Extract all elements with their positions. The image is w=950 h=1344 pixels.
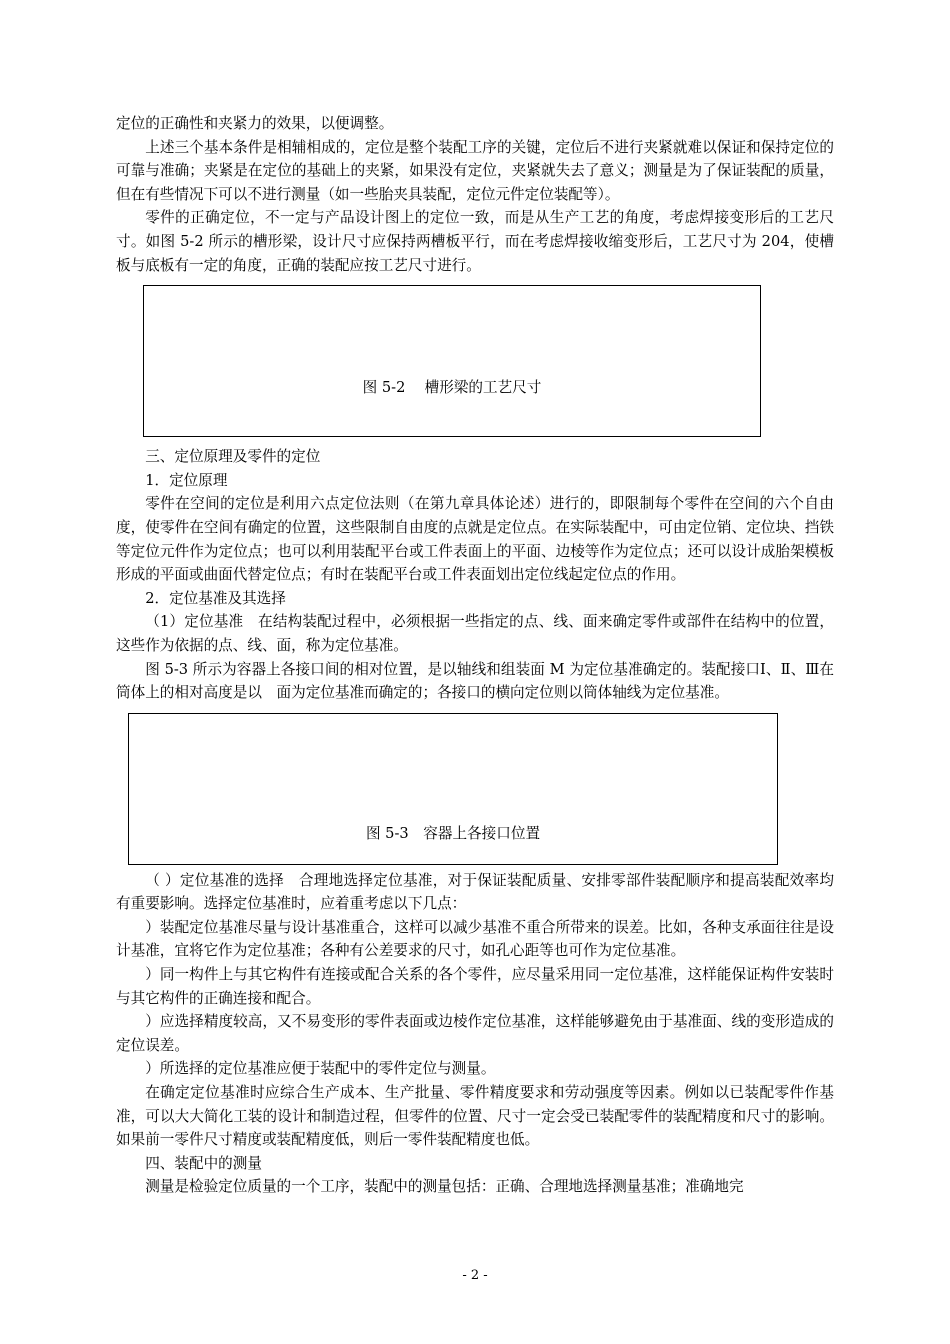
- paragraph: 在确定定位基准时应综合生产成本、生产批量、零件精度要求和劳动强度等因素。例如以已装配零件作基准，可以大大简化工装的设计和制造过程，但零件的位置、尺寸一定会受已装配零件的装配精度和尺寸的影响。如果前一零件尺寸精度或装配精度低，则后一零件装配精度也低。: [116, 1084, 834, 1149]
- document-body: [116, 112, 834, 1199]
- figure-caption: 图 5-3 容器上各接口位置: [365, 824, 541, 842]
- paragraph: （1）定位基准 在结构装配过程中，必须根据一些指定的点、线、面来确定零件或部件在结构中的位置，这些作为依据的点、线、面，称为定位基准。: [116, 613, 834, 654]
- paragraph: 零件在空间的定位是利用六点定位法则（在第九章具体论述）进行的，即限制每个零件在空间的六个自由度，使零件在空间有确定的位置，这些限制自由度的点就是定位点。在实际装配中，可由定位销、定位块、挡铁等定位元件作为定位点；也可以利用装配平台或工件表面上的平面、边棱等作为定位点；还可以设计成胎架模板形成的平面或曲面代替定位点；有时在装配平台或工件表面划出定位线起定位点的作用。: [116, 495, 834, 584]
- paragraph: ）装配定位基准尽量与设计基准重合，这样可以减少基准不重合所带来的误差。比如，各种支承面往往是设计基准，宜将它作为定位基准；各种有公差要求的尺寸，如孔心距等也可作为定位基准。: [116, 918, 834, 960]
- subsection-heading: 1．定位原理: [145, 471, 228, 489]
- figure-5-2: [143, 285, 761, 437]
- paragraph: 图 5-3 所示为容器上各接口间的相对位置，是以轴线和组装面 M 为定位基准确定的。装配接口Ⅰ、Ⅱ、Ⅲ在筒体上的相对高度是以 面为定位基准而确定的；各接口的横向定位则以筒体轴线为定位基准。: [116, 660, 834, 702]
- paragraph: （ ）定位基准的选择 合理地选择定位基准，对于保证装配质量、安排零部件装配顺序和提高装配效率均有重要影响。选择定位基准时，应着重考虑以下几点：: [116, 871, 834, 913]
- figure-5-3: [128, 713, 778, 865]
- figure-caption: 图 5-2 槽形梁的工艺尺寸: [362, 379, 542, 397]
- paragraph: ）应选择精度较高，又不易变形的零件表面或边棱作定位基准，这样能够避免由于基准面、线的变形造成的定位误差。: [116, 1013, 834, 1054]
- paragraph: 上述三个基本条件是相辅相成的，定位是整个装配工序的关键，定位后不进行夹紧就难以保证和保持定位的可靠与准确；夹紧是在定位的基础上的夹紧，如果没有定位，夹紧就失去了意义；测量是为了保证装配的质量，但在有些情况下可以不进行测量（如一些胎夹具装配，定位元件定位装配等）。: [116, 138, 834, 203]
- subsection-heading: 2．定位基准及其选择: [145, 589, 286, 607]
- paragraph: 测量是检验定位质量的一个工序，装配中的测量包括：正确、合理地选择测量基准；准确地完: [145, 1178, 744, 1196]
- section-heading: 四、装配中的测量: [145, 1154, 262, 1172]
- section-heading: 三、定位原理及零件的定位: [145, 448, 321, 466]
- paragraph: ）同一构件上与其它构件有连接或配合关系的各个零件，应尽量采用同一定位基准，这样能保证构件安装时与其它构件的正确连接和配合。: [116, 966, 834, 1007]
- page-number: - 2 -: [462, 1268, 488, 1283]
- paragraph: 零件的正确定位，不一定与产品设计图上的定位一致，而是从生产工艺的角度，考虑焊接变形后的工艺尺寸。如图 5-2 所示的槽形梁，设计尺寸应保持两槽板平行，而在考虑焊接收缩变形后，工艺尺寸为 204，使槽板与底板有一定的角度，正确的装配应按工艺尺寸进行。: [116, 209, 834, 274]
- paragraph: ）所选择的定位基准应便于装配中的零件定位与测量。: [145, 1060, 496, 1078]
- paragraph: 定位的正确性和夹紧力的效果，以便调整。: [116, 115, 394, 132]
